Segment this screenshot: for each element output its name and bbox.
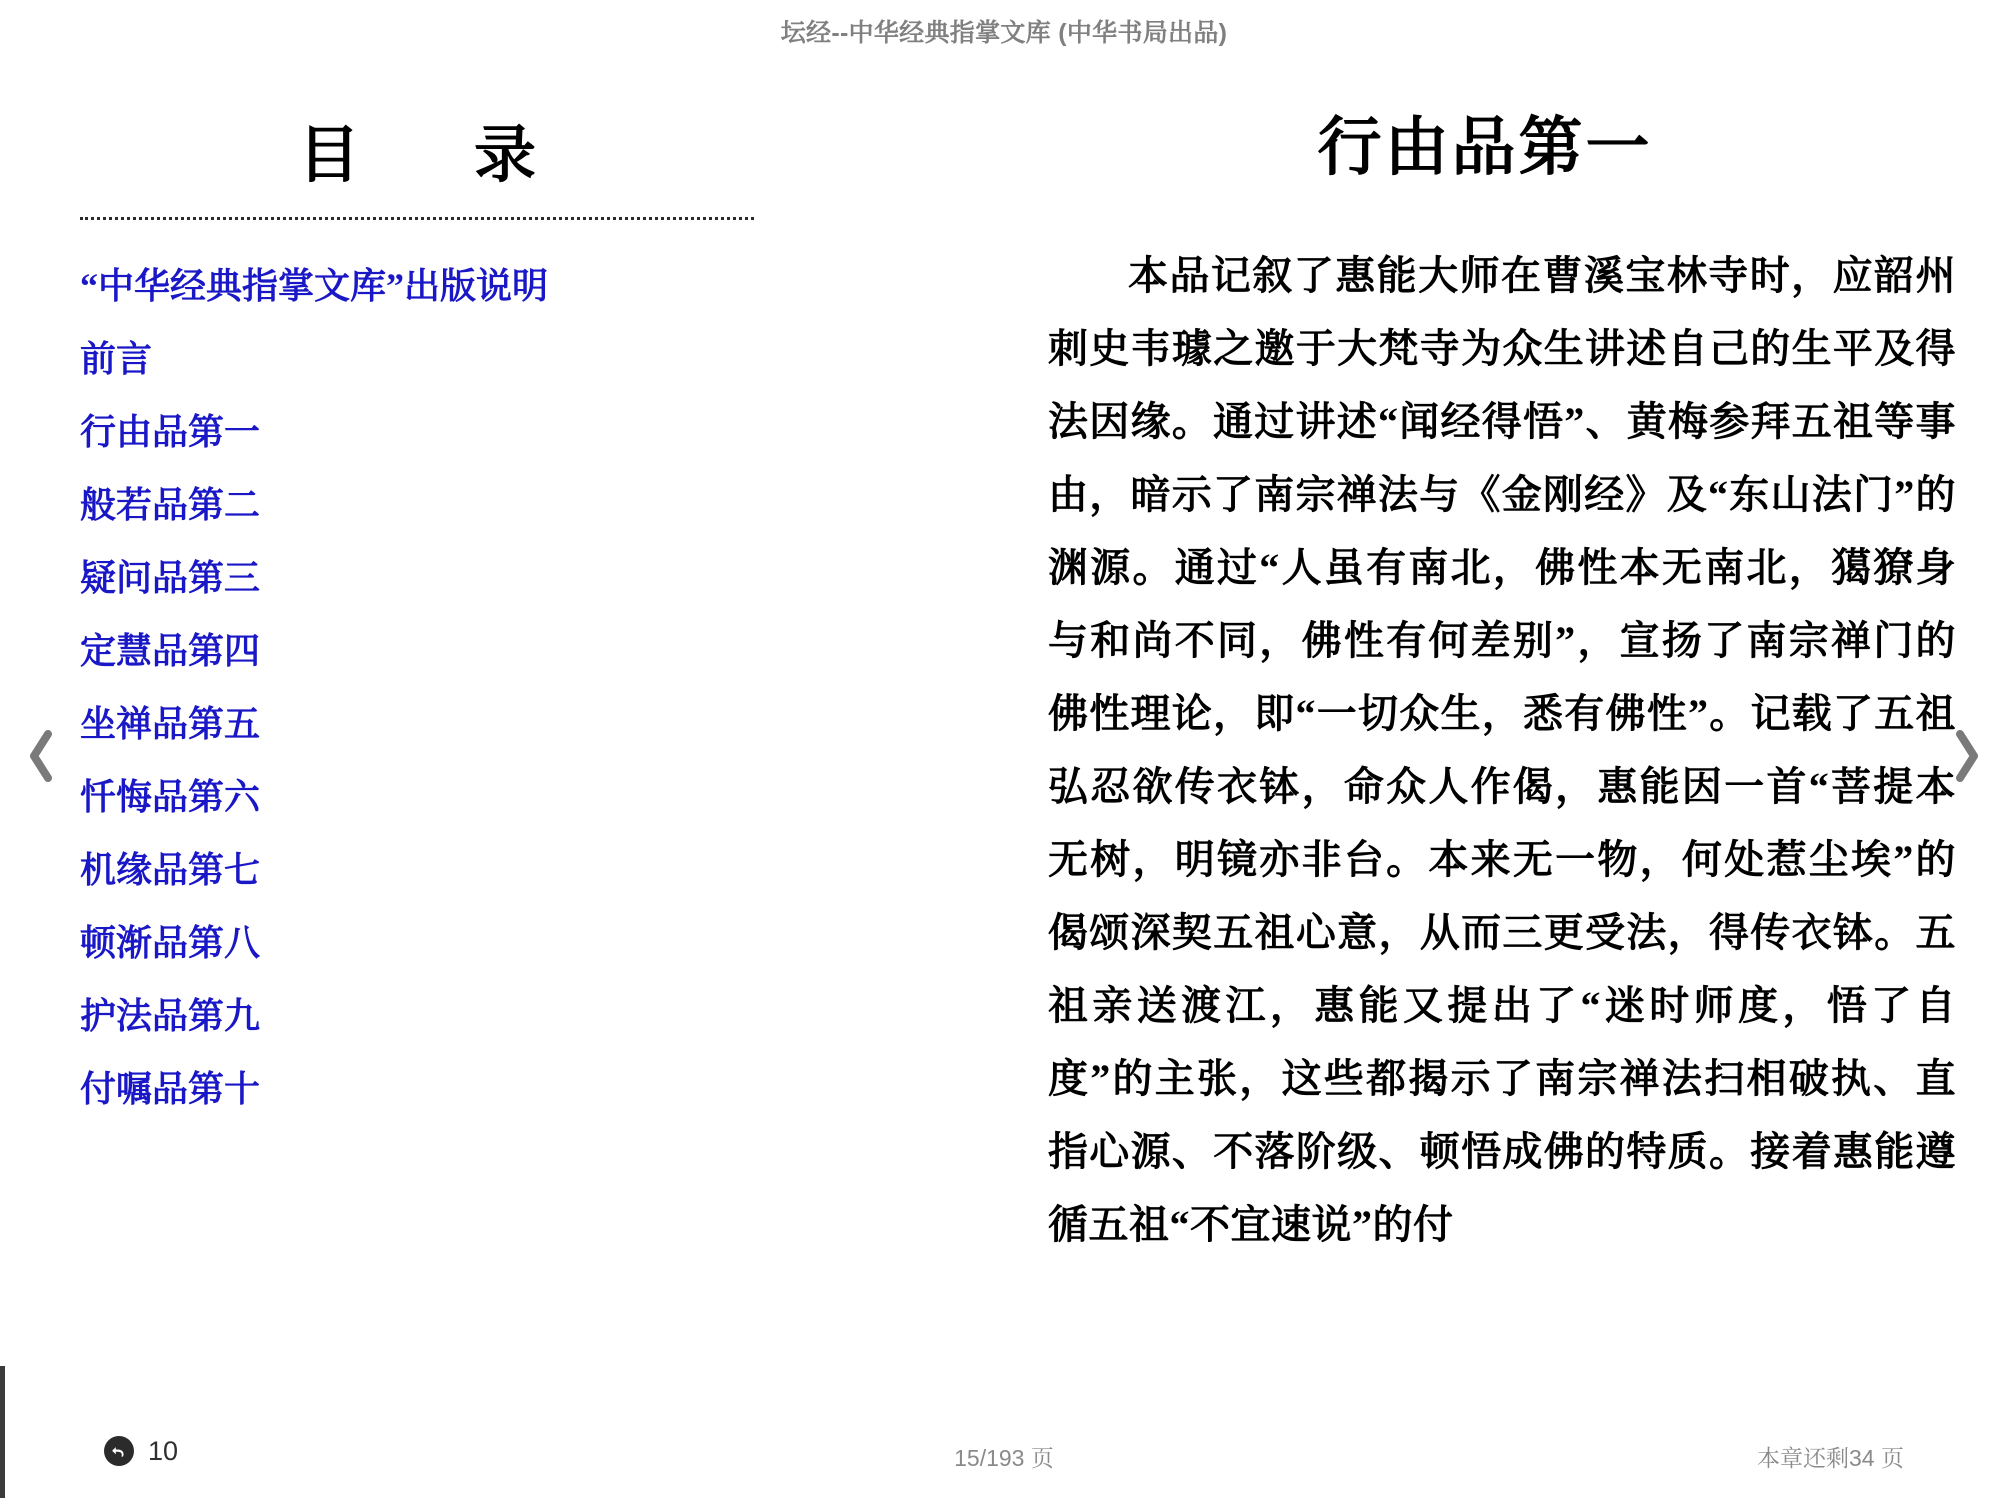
toc-heading: 目 录: [297, 122, 562, 190]
toc-entry-chapter-4[interactable]: 定慧品第四: [80, 631, 261, 672]
page-indicator: 15/193 页: [954, 1445, 1054, 1471]
app-header: [0, 0, 2008, 62]
toc-entry-chapter-1[interactable]: 行由品第一: [80, 412, 261, 453]
page-left-table-of-contents: [62, 62, 972, 1410]
toc-entry-chapter-3[interactable]: 疑问品第三: [80, 558, 261, 599]
page-right-chapter: [1030, 62, 1970, 1410]
toc-entry-chapter-5[interactable]: 坐禅品第五: [80, 704, 261, 745]
toc-entry-chapter-10[interactable]: 付嘱品第十: [80, 1069, 261, 1110]
chapter-remaining-pages: 本章还剩34 页: [1757, 1445, 1904, 1471]
toc-entry-preface[interactable]: 前言: [80, 339, 153, 380]
book-title: 坛经--中华经典指掌文库 (中华书局出品): [780, 19, 1228, 47]
left-edge-strip: [0, 1366, 5, 1498]
reader-footer: [0, 1410, 2008, 1498]
book-spread: [0, 62, 2008, 1410]
toc-list: [80, 250, 972, 1126]
toc-entry-chapter-6[interactable]: 忏悔品第六: [80, 777, 261, 818]
toc-entry-chapter-7[interactable]: 机缘品第七: [80, 850, 261, 891]
chapter-body-text: 本品记叙了惠能大师在曹溪宝林寺时，应韶州刺史韦璩之邀于大梵寺为众生讲述自己的生平及得法因缘。通过讲述“闻经得悟”、黄梅参拜五祖等事由，暗示了南宗禅法与《金刚经》及“东山法门”的渊源。通过“人虽有南北，佛性本无南北，獦獠身与和尚不同，佛性有何差别”，宣扬了南宗禅门的佛性理论，即“一切众生，悉有佛性”。记载了五祖弘忍欲传衣钵，命众人作偈，惠能因一首“菩提本无树，明镜亦非台。本来无一物，何处惹尘埃”的偈颂深契五祖心意，从而三更受法，得传衣钵。五祖亲送渡江，惠能又提出了“迷时师度，悟了自度”的主张，这些都揭示了南宗禅法扫相破执、直指心源、不落阶级、顿悟成佛的特质。接着惠能遵循五祖“不宜速说”的付: [1048, 252, 1956, 1247]
bookmark-count: 10: [148, 1435, 179, 1466]
toc-entry-publication-note[interactable]: “中华经典指掌文库”出版说明: [80, 266, 549, 307]
chapter-heading: 行由品第一: [1317, 112, 1653, 183]
toc-divider: [80, 217, 754, 220]
toc-entry-chapter-8[interactable]: 顿渐品第八: [80, 923, 261, 964]
toc-entry-chapter-9[interactable]: 护法品第九: [80, 996, 261, 1037]
toc-entry-chapter-2[interactable]: 般若品第二: [80, 485, 261, 526]
